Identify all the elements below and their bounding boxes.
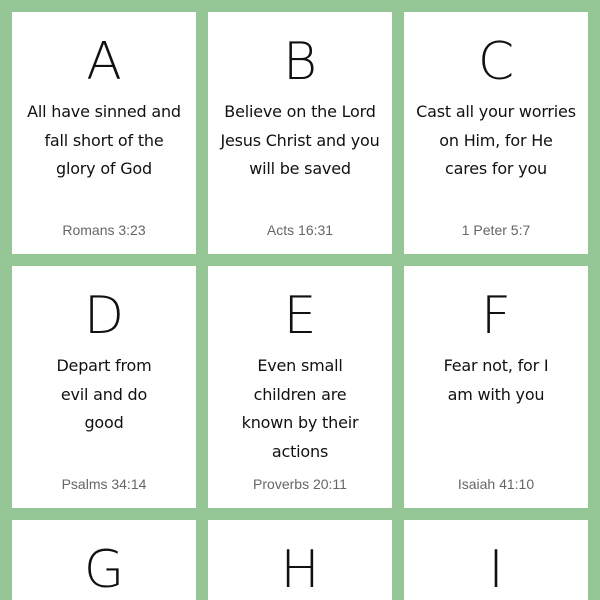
card-reference: Romans 3:23	[62, 222, 146, 238]
card-letter: I	[488, 540, 504, 600]
card-reference: Psalms 34:14	[61, 476, 147, 492]
card-b	[208, 12, 392, 254]
card-letter: B	[282, 32, 318, 92]
card-reference: 1 Peter 5:7	[461, 222, 531, 238]
card-c	[404, 12, 588, 254]
card-letter: H	[280, 540, 320, 600]
card-g	[12, 520, 196, 600]
card-letter: E	[283, 286, 317, 346]
card-reference: Isaiah 41:10	[457, 476, 535, 492]
card-verse: Depart from evil and do good	[56, 356, 152, 432]
card-reference: Proverbs 20:11	[253, 476, 347, 492]
card-verse: Fear not, for I am with you	[443, 356, 549, 404]
card-letter: G	[83, 540, 125, 600]
card-f	[404, 266, 588, 508]
card-i	[404, 520, 588, 600]
card-d	[12, 266, 196, 508]
card-reference: Acts 16:31	[266, 222, 334, 238]
card-letter: F	[481, 286, 511, 346]
card-e	[208, 266, 392, 508]
card-verse: Cast all your worries on Him, for He cares for you	[416, 102, 576, 178]
card-verse: All have sinned and fall short of the glory of God	[27, 102, 181, 178]
card-letter: D	[83, 286, 125, 346]
card-verse: Even small children are known by their actions	[241, 356, 359, 461]
card-a	[12, 12, 196, 254]
card-letter: C	[477, 32, 515, 92]
card-letter: A	[86, 32, 122, 92]
card-verse: Believe on the Lord Jesus Christ and you will be saved	[220, 102, 380, 178]
card-h	[208, 520, 392, 600]
